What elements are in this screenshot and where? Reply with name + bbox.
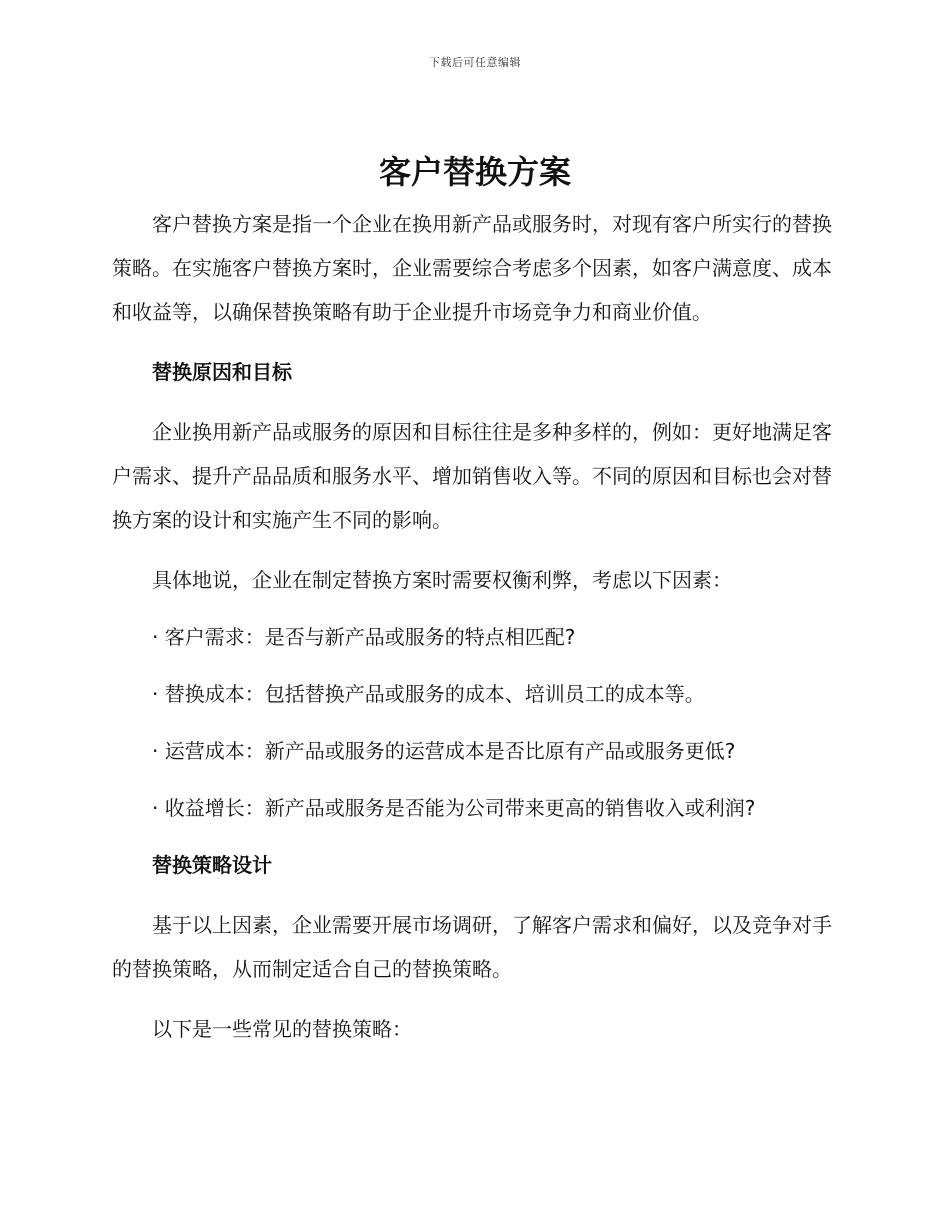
intro-paragraph: 客户替换方案是指一个企业在换用新产品或服务时，对现有客户所实行的替换策略。在实施客户替换方案时，企业需要综合考虑多个因素，如客户满意度、成本和收益等，以确保替换策略有助于企业提升市场竞争力和商业价值。 xyxy=(112,212,832,324)
factor-item-operating-cost: · 运营成本：新产品或服务的运营成本是否比原有产品或服务更低? xyxy=(152,739,736,763)
header-note: 下载后可任意编辑 xyxy=(429,56,521,69)
factors-intro-paragraph: 具体地说，企业在制定替换方案时需要权衡利弊，考虑以下因素： xyxy=(152,568,732,592)
factor-item-replacement-cost: · 替换成本：包括替换产品或服务的成本、培训员工的成本等。 xyxy=(152,682,705,706)
strategy-list-intro: 以下是一些常见的替换策略： xyxy=(152,1017,412,1041)
factor-item-customer-needs: · 客户需求：是否与新产品或服务的特点相匹配? xyxy=(152,625,576,649)
section-heading-strategy: 替换策略设计 xyxy=(152,853,272,877)
document-body xyxy=(112,202,832,1067)
document-title: 客户替换方案 xyxy=(378,153,571,191)
strategy-paragraph: 基于以上因素，企业需要开展市场调研，了解客户需求和偏好，以及竞争对手的替换策略，从而制定适合自己的替换策略。 xyxy=(112,913,832,981)
section-heading-reasons: 替换原因和目标 xyxy=(152,360,292,384)
factor-item-revenue-growth: · 收益增长：新产品或服务是否能为公司带来更高的销售收入或利润? xyxy=(152,796,756,820)
reasons-paragraph: 企业换用新产品或服务的原因和目标往往是多种多样的，例如：更好地满足客户需求、提升产品品质和服务水平、增加销售收入等。不同的原因和目标也会对替换方案的设计和实施产生不同的影响。 xyxy=(112,420,832,532)
